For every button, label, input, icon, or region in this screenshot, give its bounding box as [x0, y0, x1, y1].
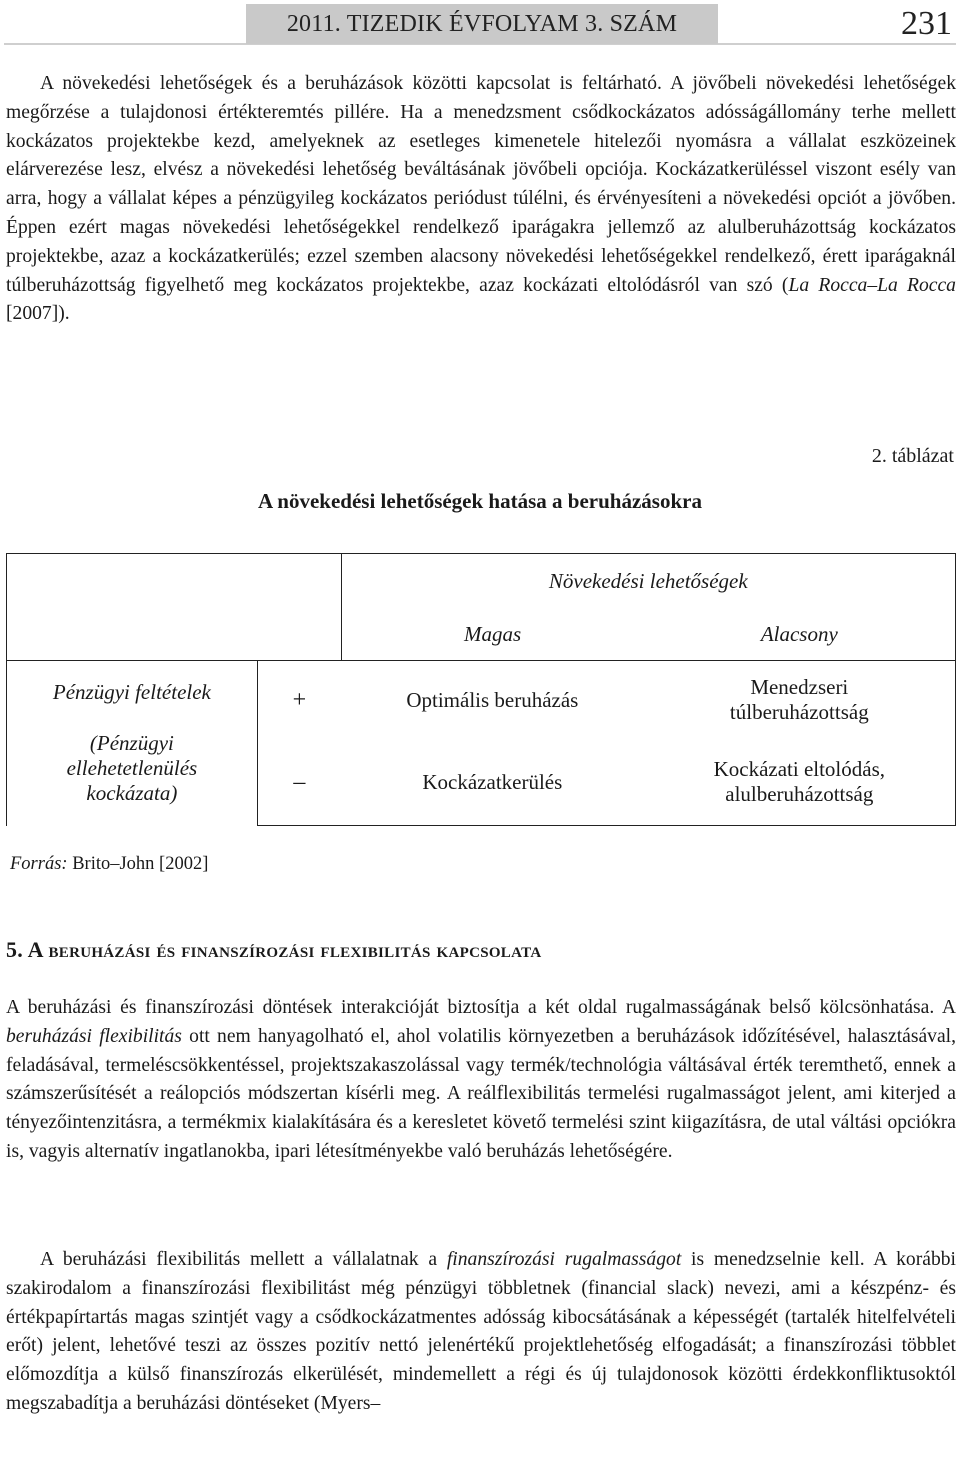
row-group-header	[7, 661, 258, 826]
table-title: A növekedési lehetőségek hatása a beruházásokra	[258, 489, 702, 513]
cell-plus-high: Optimális beruházás	[341, 661, 644, 740]
paragraph-text: A beruházási flexibilitás mellett a vállalatnak a	[40, 1249, 447, 1270]
growth-investment-table	[6, 553, 956, 826]
emphasis-term: finanszírozási rugalmasságot	[446, 1249, 682, 1270]
source-text: Brito–John [2002]	[72, 854, 209, 874]
cell-minus-low: Kockázati eltolódás, alulberuházottság	[644, 739, 956, 826]
citation-year: [2007]).	[6, 303, 70, 325]
journal-issue-title: 2011. TIZEDIK ÉVFOLYAM 3. SZÁM	[246, 4, 718, 44]
page-number: 231	[901, 5, 952, 42]
paragraph-text: ott nem hanyagolható el, ahol volatilis környezetben a beruházások időzítésével, halasztásával, feladásával, termeléscsökkentéssel, projektszakaszolással vagy termék/technológia váltásával érték teremthető, ennek a számszerűsítését a reálopciós módszertan kísérli meg. A reálflexibilitás termelési rugalmasságot jelent, ami kiterjed a tényezőintenzitásra, a termékmix kialakítására és a keresletet követő termelési szint kiigazításra, de utal váltási opciókra is, vagyis alternatív ingatlanokba, ipari létesítményekbe való beruházás lehetőségére.	[6, 1025, 956, 1162]
body-paragraph-1	[6, 70, 956, 329]
minus-sign: –	[257, 739, 341, 826]
table-source	[10, 850, 208, 878]
section-heading: 5. A beruházási és finanszírozási flexibilitás kapcsolata	[6, 937, 542, 962]
plus-sign: +	[257, 661, 341, 740]
citation-author: La Rocca	[788, 274, 868, 296]
cell-minus-high: Kockázatkerülés	[341, 739, 644, 826]
running-header	[0, 0, 960, 46]
body-paragraph-3	[6, 1246, 956, 1419]
row-header-distress-risk: (Pénzügyi ellehetetlenülés kockázata)	[66, 731, 198, 806]
table-label: 2. táblázat	[871, 445, 954, 467]
row-header-financial-conditions: Pénzügyi feltételek	[52, 680, 211, 705]
column-header-high: Magas	[341, 608, 644, 661]
source-label: Forrás:	[10, 854, 68, 874]
paragraph-text: A növekedési lehetőségek és a beruházások közötti kapcsolat is feltárható. A jövőbeli növekedési lehetőségek megőrzése a tulajdonosi értékteremtés pillére. Ha a menedzsment csődkockázatos adósságállomány terhe mellett kockázatos projektekbe kezd, amelyeknek az esetleges kimenetele hitelezői nyomásra a vállalat eszközeinek elárverezése lesz, elvész a növekedési lehetőség beváltásának jövőbeli opciója. Kockázatkerüléssel viszont esély van arra, hogy a vállalat képes a pénzügyileg kockázatos periódust túlélni, és érvényesíteni a növekedési opciót a jövőben. Éppen ezért magas növekedési lehetőségekkel rendelkező iparágakra jellemző az alulberuházottság kockázatos projektekbe, azaz a kockázatkerülés; ezzel szemben alacsony növekedési lehetőségekkel rendelkező, érett iparágaknál túlberuházottság figyelhető meg kockázatos projektekbe, azaz kockázati eltolódásról van szó (	[6, 73, 956, 296]
column-group-header: Növekedési lehetőségek	[341, 554, 955, 609]
column-header-low: Alacsony	[644, 608, 956, 661]
citation-dash: –	[867, 274, 878, 296]
cell-plus-low: Menedzseri túlberuházottság	[644, 661, 956, 740]
paragraph-text: is menedzselnie kell. A korábbi szakirodalom a finanszírozási flexibilitást még pénzügyi többletnek (financial slack) nevezi, ami a készpénz- és értékpapírtartás magas szintjét vagy a csődkockázatmentes adósság kibocsátásának a képességét (tartalék hitelfelvételi erőt) jelent, lehetővé teszi az összes pozitív nettó jelenértékű projektlehetőség elfogadását; a finanszírozási többlet előmozdítja a külső finanszírozás elkerülését, mindemellett a régi és új tulajdonosok közötti érdekkonfliktusoktól megszabadítja a beruházási döntéseket (Myers–	[6, 1249, 956, 1414]
paragraph-text: A beruházási és finanszírozási döntések interakcióját biztosítja a két oldal rugalmasságának belső kölcsönhatása. A	[6, 997, 956, 1018]
emphasis-term: beruházási flexibilitás	[6, 1025, 182, 1047]
citation-author: La Rocca	[877, 274, 956, 296]
table-corner-cell	[7, 554, 342, 661]
body-paragraph-2	[6, 994, 956, 1167]
